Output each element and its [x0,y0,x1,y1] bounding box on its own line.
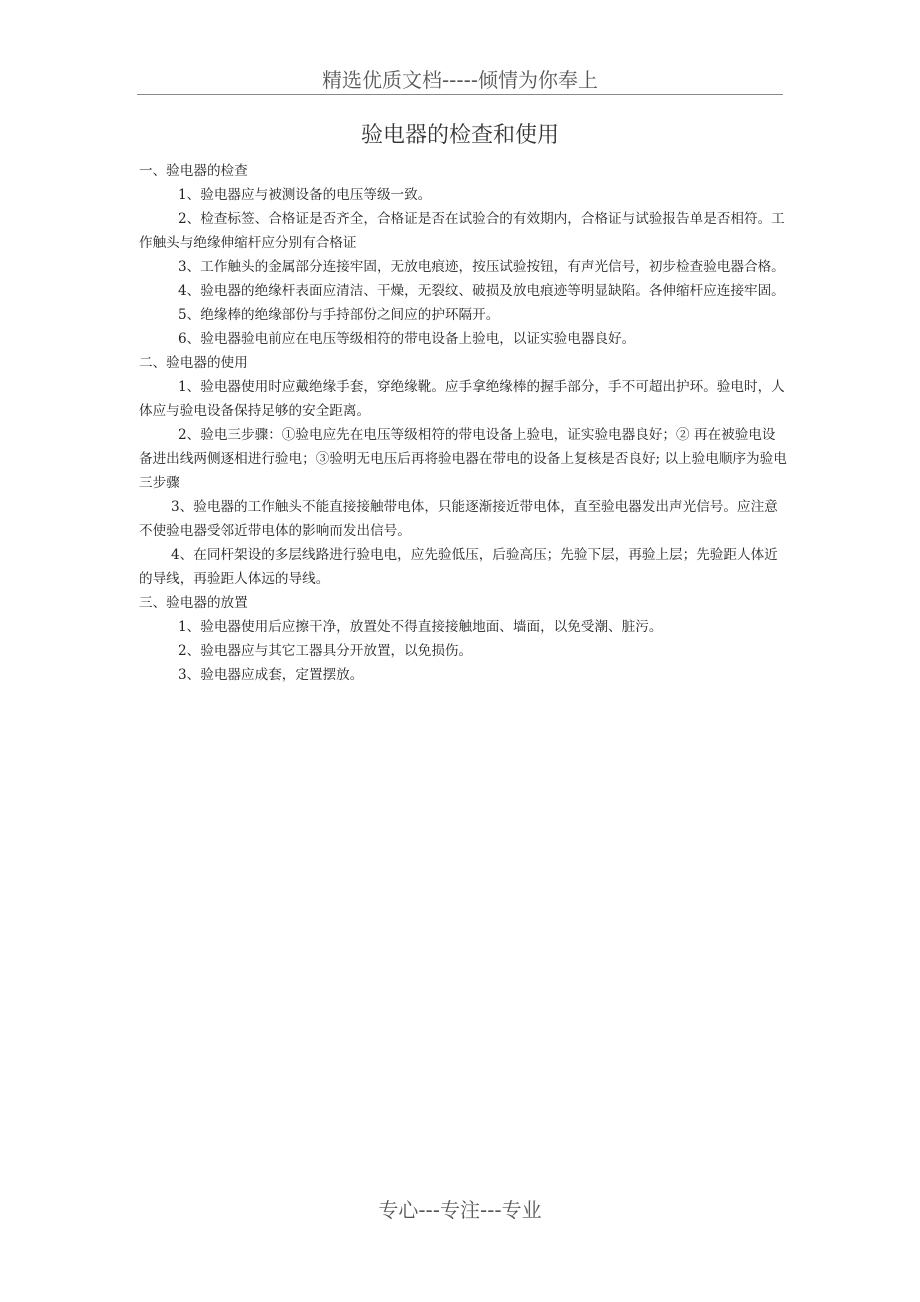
paragraph: 5、绝缘棒的绝缘部份与手持部份之间应的护环隔开。 [178,307,500,323]
paragraph: 3、验电器的工作触头不能直接接触带电体，只能逐渐接近带电体，直至验电器发出声光信号。应注意不使验电器受邻近带电体的影响而发出信号。 [139,499,778,539]
section-heading: 一、验电器的检查 [139,163,248,179]
paragraph: 2、验电三步骤：①验电应先在电压等级相符的带电设备上验电，证实验电器良好；② 再在被验电设备进出线两侧逐相进行验电；③验明无电压后再将验电器在带电的设备上复核是否良好; 以上验电顺序为验电三步骤 [139,427,787,491]
paragraph: 3、验电器应成套，定置摆放。 [178,667,364,683]
document-body [139,159,787,687]
paragraph: 3、工作触头的金属部分连接牢固，无放电痕迹，按压试验按钮，有声光信号，初步检查验电器合格。 [178,259,785,275]
paragraph: 4、验电器的绝缘杆表面应清洁、干燥，无裂纹、破损及放电痕迹等明显缺陷。各伸缩杆应连接牢固。 [178,283,785,299]
section-inspection [139,159,787,351]
paragraph: 6、验电器验电前应在电压等级相符的带电设备上验电，以证实验电器良好。 [178,331,636,347]
section-storage [139,591,787,687]
paragraph: 4、在同杆架设的多层线路进行验电电，应先验低压，后验高压；先验下层，再验上层；先验距人体近的导线，再验距人体远的导线。 [139,547,778,587]
section-heading: 二、验电器的使用 [139,355,248,371]
paragraph: 2、验电器应与其它工器具分开放置，以免损伤。 [178,643,473,659]
paragraph: 1、验电器使用后应擦干净，放置处不得直接接触地面、墙面，以免受潮、脏污。 [178,619,663,635]
paragraph: 1、验电器应与被测设备的电压等级一致。 [178,187,432,203]
page-footer: 专心---专注---专业 [378,1198,542,1222]
section-heading: 三、验电器的放置 [139,595,248,611]
paragraph: 2、检查标签、合格证是否齐全，合格证是否在试验合的有效期内，合格证与试验报告单是否相符。工作触头与绝缘伸缩杆应分别有合格证 [139,211,785,251]
paragraph: 1、验电器使用时应戴绝缘手套，穿绝缘靴。应手拿绝缘棒的握手部分，手不可超出护环。验电时，人体应与验电设备保持足够的安全距离。 [139,379,785,419]
document-title: 验电器的检查和使用 [360,123,559,148]
section-usage [139,351,787,591]
header-text: 精选优质文档-----倾情为你奉上 [321,68,599,92]
header-divider [137,94,783,95]
